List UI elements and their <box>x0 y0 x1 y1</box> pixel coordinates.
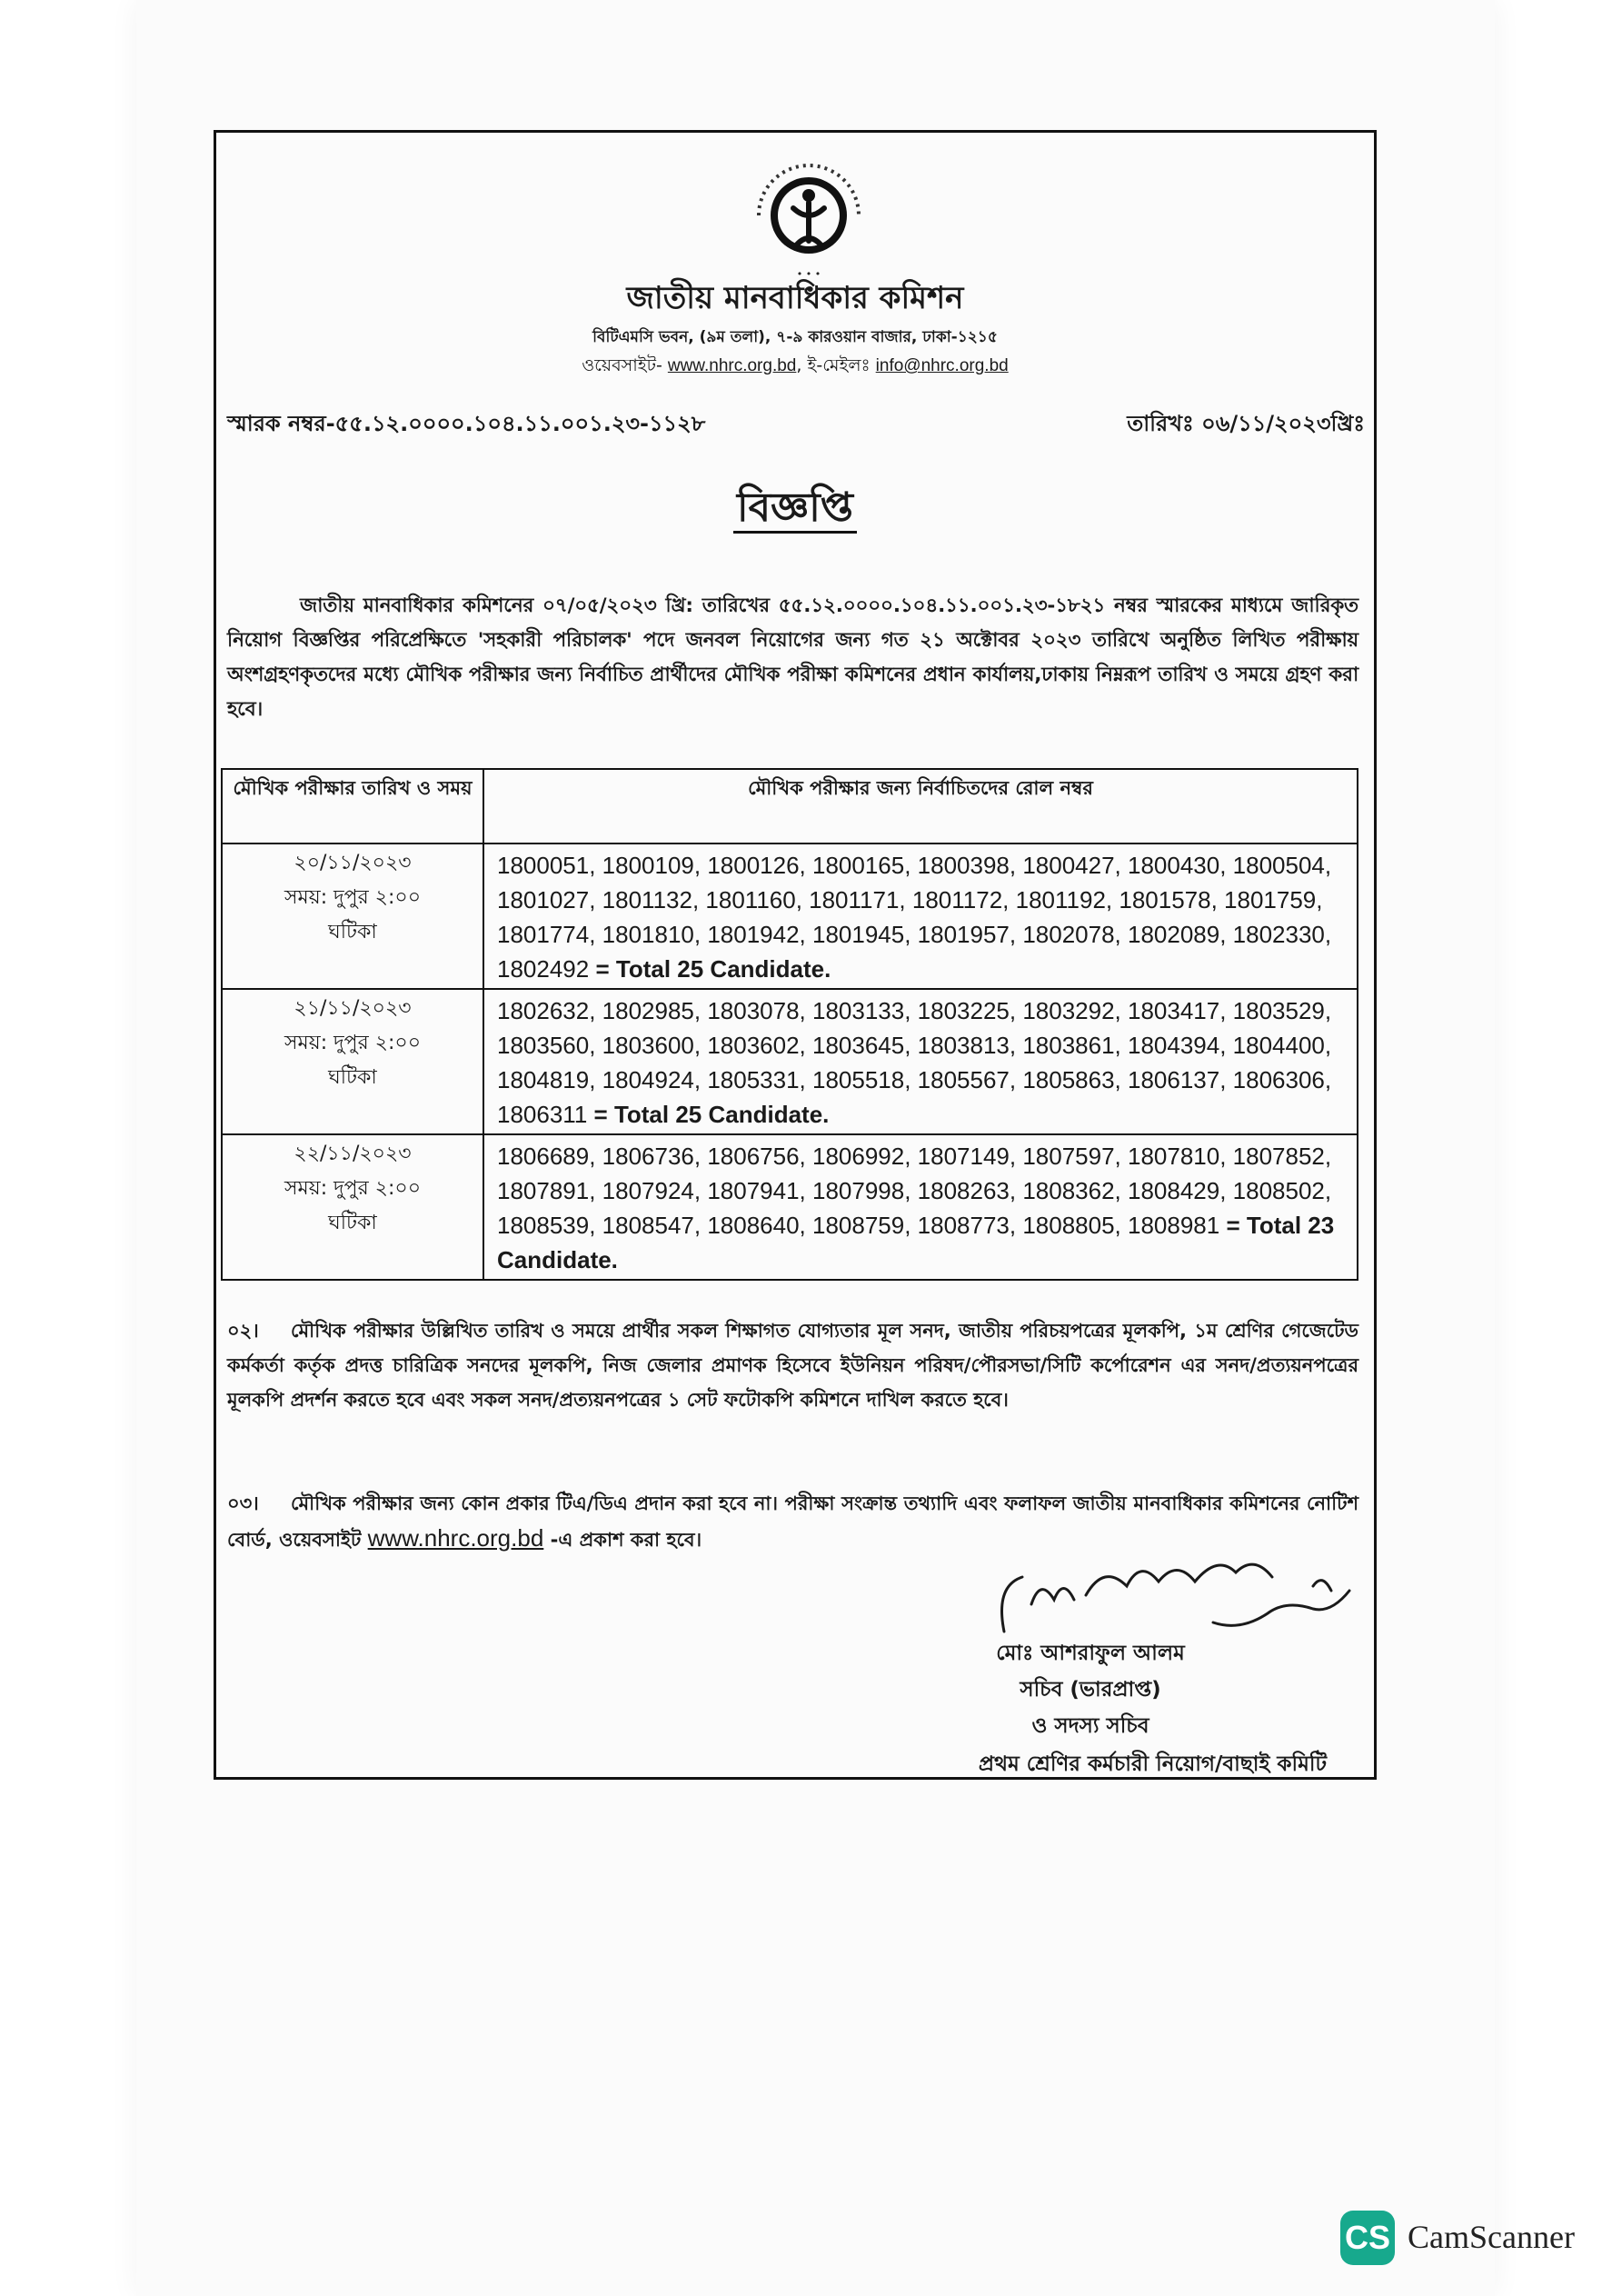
handwritten-signature <box>986 1550 1395 1650</box>
paragraph-text: মৌখিক পরীক্ষার জন্য কোন প্রকার টিএ/ডিএ প্রদান করা হবে না। পরীক্ষা সংক্রান্ত তথ্যাদি এবং ফলাফল জাতীয় মানবাধিকার কমিশনের নোটিশ বোর্ড, ওয়েবসাইট <box>227 1492 1358 1551</box>
notice-title <box>214 477 1377 544</box>
exam-date: ২২/১১/২০২৩ <box>294 1143 412 1165</box>
paragraph-ta-da <box>227 1486 1358 1557</box>
notice-title-text: বিজ্ঞপ্তি <box>733 484 857 534</box>
candidate-total: = Total 25 Candidate. <box>593 1101 830 1128</box>
organization-address: বিটিএমসি ভবন, (৯ম তলা), ৭-৯ কারওয়ান বাজার, ঢাকা-১২১৫ <box>592 328 998 346</box>
svg-text:• • •: • • • <box>796 268 821 280</box>
candidate-total: = Total 23 Candidate. <box>497 1212 1335 1273</box>
roll-numbers: 1800051, 1800109, 1800126, 1800165, 1800398, 1800427, 1800430, 1800504, 1801027, 1801132, 1801160, 1801171, 1801172, 1801192, 1801578, 1801759, 1801774, 1801810, 1801942, 1801945, 1801957, 1802078, 1802089, 1802330, 1802492 <box>497 852 1332 983</box>
paragraph-text-end: -এ প্রকাশ করা হবে। <box>550 1529 702 1551</box>
memo-date: তারিখঃ ০৬/১১/২০২৩খ্রিঃ <box>1127 411 1365 436</box>
camscanner-label: CamScanner <box>1408 2219 1575 2255</box>
table-header-row <box>222 769 1358 844</box>
email-prefix: , ই-মেইলঃ <box>796 355 871 375</box>
header-roll-numbers: মৌখিক পরীক্ষার জন্য নির্বাচিতদের রোল নম্বর <box>483 769 1358 844</box>
exam-date: ২১/১১/২০২৩ <box>294 997 412 1020</box>
email-link[interactable]: info@nhrc.org.bd <box>875 356 1009 375</box>
roll-numbers: 1806689, 1806736, 1806756, 1806992, 1807149, 1807597, 1807810, 1807852, 1807891, 1807924, 1807941, 1807998, 1808263, 1808362, 1808429, 1808502, 1808539, 1808547, 1808640, 1808759, 1808773, 1808805, 1808981 <box>497 1143 1332 1239</box>
exam-time-unit: ঘটিকা <box>328 921 377 943</box>
roll-cell <box>483 844 1358 989</box>
exam-time-unit: ঘটিকা <box>328 1066 377 1089</box>
roll-cell <box>483 1134 1358 1280</box>
paragraph-number: ০৩। <box>227 1492 259 1514</box>
exam-time-unit: ঘটিকা <box>328 1212 377 1234</box>
roll-cell <box>483 989 1358 1134</box>
header-date-time: মৌখিক পরীক্ষার তারিখ ও সময় <box>222 769 483 844</box>
date-cell <box>222 989 483 1134</box>
table-row <box>222 844 1358 989</box>
exam-time: সময়: দুপুর ২:০০ <box>284 1032 422 1054</box>
viva-schedule-table <box>221 768 1358 1281</box>
paragraph-number: ০২। <box>227 1320 259 1342</box>
signatory-role: ও সদস্য সচিব <box>1031 1714 1149 1738</box>
paragraph-documents <box>227 1313 1358 1417</box>
paragraph-text: মৌখিক পরীক্ষার উল্লিখিত তারিখ ও সময়ে প্রার্থীর সকল শিক্ষাগত যোগ্যতার মূল সনদ, জাতীয় পরিচয়পত্রের মূলকপি, ১ম শ্রেণির গেজেটেড কর্মকর্তা কর্তৃক প্রদত্ত চারিত্রিক সনদের মূলকপি, নিজ জেলার প্রমাণক হিসেবে ইউনিয়ন পরিষদ/পৌরসভা/সিটি কর্পোরেশন এর সনদ/প্রত্যয়নপত্রের মূলকপি প্রদর্শন করতে হবে এবং সকল সনদ/প্রত্যয়নপত্রের ১ সেট ফটোকপি কমিশনে দাখিল করতে হবে। <box>227 1320 1358 1411</box>
signatory-committee: প্রথম শ্রেণির কর্মচারী নিয়োগ/বাছাই কমিটি <box>978 1752 1327 1776</box>
exam-time: সময়: দুপুর ২:০০ <box>284 1177 422 1200</box>
organization-contact <box>214 353 1377 382</box>
nhrc-logo-icon <box>741 150 877 286</box>
signatory-name: মোঃ আশরাফুল আলম <box>996 1642 1185 1665</box>
date-cell <box>222 1134 483 1280</box>
candidate-total: = Total 25 Candidate. <box>595 955 831 983</box>
signatory-title: সচিব (ভারপ্রাপ্ত) <box>1020 1678 1161 1702</box>
intro-paragraph: জাতীয় মানবাধিকার কমিশনের ০৭/০৫/২০২৩ খ্রি: তারিখের ৫৫.১২.০০০০.১০৪.১১.০০১.২৩-১৮২১ নম্বর স্মারকের মাধ্যমে জারিকৃত নিয়োগ বিজ্ঞপ্তির পরিপ্রেক্ষিতে 'সহকারী পরিচালক' পদে জনবল নিয়োগের জন্য গত ২১ অক্টোবর ২০২৩ তারিখে অনুষ্ঠিত লিখিত পরীক্ষায় অংশগ্রহণকৃতদের মধ্যে মৌখিক পরীক্ষার জন্য নির্বাচিত প্রার্থীদের মৌখিক পরীক্ষা কমিশনের প্রধান কার্যালয়,ঢাকায় নিম্নরূপ তারিখ ও সময়ে গ্রহণ করা হবে। <box>227 594 1358 721</box>
organization-name: জাতীয় মানবাধিকার কমিশন <box>626 280 964 316</box>
camscanner-icon: CS <box>1340 2211 1395 2265</box>
exam-date: ২০/১১/২০২৩ <box>294 852 412 874</box>
exam-time: সময়: দুপুর ২:০০ <box>284 886 422 909</box>
memo-number: স্মারক নম্বর-৫৫.১২.০০০০.১০৪.১১.০০১.২৩-১১২৮ <box>227 411 706 436</box>
table-row <box>222 1134 1358 1280</box>
roll-numbers: 1802632, 1802985, 1803078, 1803133, 1803225, 1803292, 1803417, 1803529, 1803560, 1803600, 1803602, 1803645, 1803813, 1803861, 1804394, 1804400, 1804819, 1804924, 1805331, 1805518, 1805567, 1805863, 1806137, 1806306, 1806311 <box>497 997 1332 1128</box>
website-prefix: ওয়েবসাইট- <box>582 355 662 375</box>
website-link[interactable]: www.nhrc.org.bd <box>367 1524 544 1552</box>
website-link[interactable]: www.nhrc.org.bd <box>667 356 797 375</box>
date-cell <box>222 844 483 989</box>
table-row <box>222 989 1358 1134</box>
